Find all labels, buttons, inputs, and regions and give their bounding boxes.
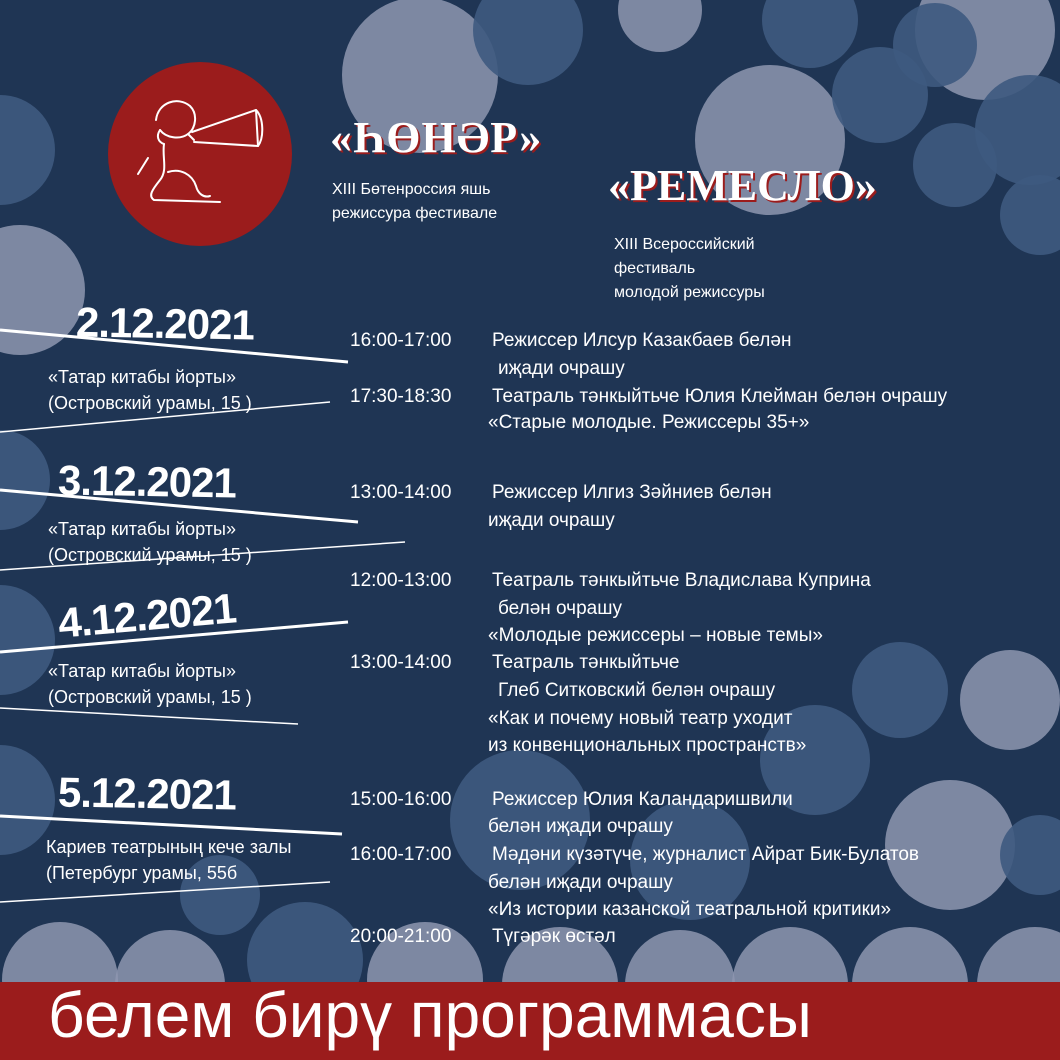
trumpeter-icon bbox=[108, 62, 292, 246]
venue-name: «Татар китабы йорты» bbox=[48, 367, 236, 387]
festival-logo bbox=[108, 62, 292, 246]
subtitle-russian-line: фестиваль bbox=[614, 260, 696, 277]
day-date: 4.12.2021 bbox=[56, 584, 238, 647]
event-text: Театраль тәнкыйтьче Юлия Клейман белән очрашу bbox=[492, 386, 948, 407]
event-text: Театраль тәнкыйтьче Владислава Куприна bbox=[492, 570, 871, 591]
event-text: Түгәрәк өстәл bbox=[492, 926, 616, 947]
festival-title-tatar: «ҺӨНӘР» bbox=[330, 113, 543, 162]
event-time: 12:00-13:00 bbox=[350, 570, 452, 591]
festival-subtitle-tatar bbox=[332, 178, 497, 226]
event-text: белән иҗади очрашу bbox=[488, 816, 673, 837]
event-text: иҗади очрашу bbox=[498, 358, 625, 379]
event-time: 15:00-16:00 bbox=[350, 789, 452, 810]
footer-banner-text: белем бирү программасы bbox=[48, 979, 812, 1051]
event-text: Глеб Ситковский белән очрашу bbox=[498, 680, 776, 701]
event-text: «Молодые режиссеры – новые темы» bbox=[488, 625, 823, 646]
event-text: Театраль тәнкыйтьче bbox=[492, 652, 680, 673]
subtitle-tatar-line: XIII Бөтенроссия яшь bbox=[332, 181, 491, 198]
event-time: 17:30-18:30 bbox=[350, 386, 452, 407]
day-venue bbox=[48, 364, 252, 416]
event-text: «Старые молодые. Режиссеры 35+» bbox=[488, 412, 810, 433]
event-text: Мәдәни күзәтүче, журналист Айрат Бик-Булатов bbox=[492, 844, 919, 865]
event-text: иҗади очрашу bbox=[488, 510, 615, 531]
event-text: Режиссер Илгиз Зәйниев белән bbox=[492, 482, 772, 503]
event-text: Режиссер Илсур Казакбаев белән bbox=[492, 330, 792, 351]
venue-name: Кариев театрының кече залы bbox=[46, 837, 292, 857]
venue-name: «Татар китабы йорты» bbox=[48, 519, 236, 539]
day-date: 3.12.2021 bbox=[57, 456, 237, 507]
festival-title-russian: «РЕМЕСЛО» bbox=[608, 161, 877, 210]
day-date: 5.12.2021 bbox=[57, 768, 237, 819]
subtitle-russian-line: XIII Всероссийский bbox=[614, 236, 755, 253]
event-time: 13:00-14:00 bbox=[350, 652, 452, 673]
event-text: Режиссер Юлия Каландаришвили bbox=[492, 789, 793, 810]
venue-address: (Петербург урамы, 55б bbox=[46, 863, 238, 883]
day-date: 2.12.2021 bbox=[75, 298, 255, 349]
event-time: 16:00-17:00 bbox=[350, 844, 452, 865]
event-text: «Из истории казанской театральной критики» bbox=[488, 899, 892, 920]
event-text: белән иҗади очрашу bbox=[488, 872, 673, 893]
venue-address: (Островский урамы, 15 ) bbox=[48, 545, 252, 565]
subtitle-russian-line: молодой режиссуры bbox=[614, 284, 765, 301]
event-time: 16:00-17:00 bbox=[350, 330, 452, 351]
day-venue bbox=[48, 516, 252, 568]
festival-subtitle-russian bbox=[614, 233, 765, 305]
event-text: белән очрашу bbox=[498, 598, 622, 619]
day-venue bbox=[46, 834, 291, 886]
subtitle-tatar-line: режиссура фестивале bbox=[332, 205, 498, 222]
day-venue bbox=[48, 658, 252, 710]
venue-address: (Островский урамы, 15 ) bbox=[48, 687, 252, 707]
event-text: из конвенциональных пространств» bbox=[488, 735, 807, 756]
venue-name: «Татар китабы йорты» bbox=[48, 661, 236, 681]
event-time: 13:00-14:00 bbox=[350, 482, 452, 503]
venue-address: (Островский урамы, 15 ) bbox=[48, 393, 252, 413]
event-text: «Как и почему новый театр уходит bbox=[488, 708, 793, 729]
event-time: 20:00-21:00 bbox=[350, 926, 452, 947]
